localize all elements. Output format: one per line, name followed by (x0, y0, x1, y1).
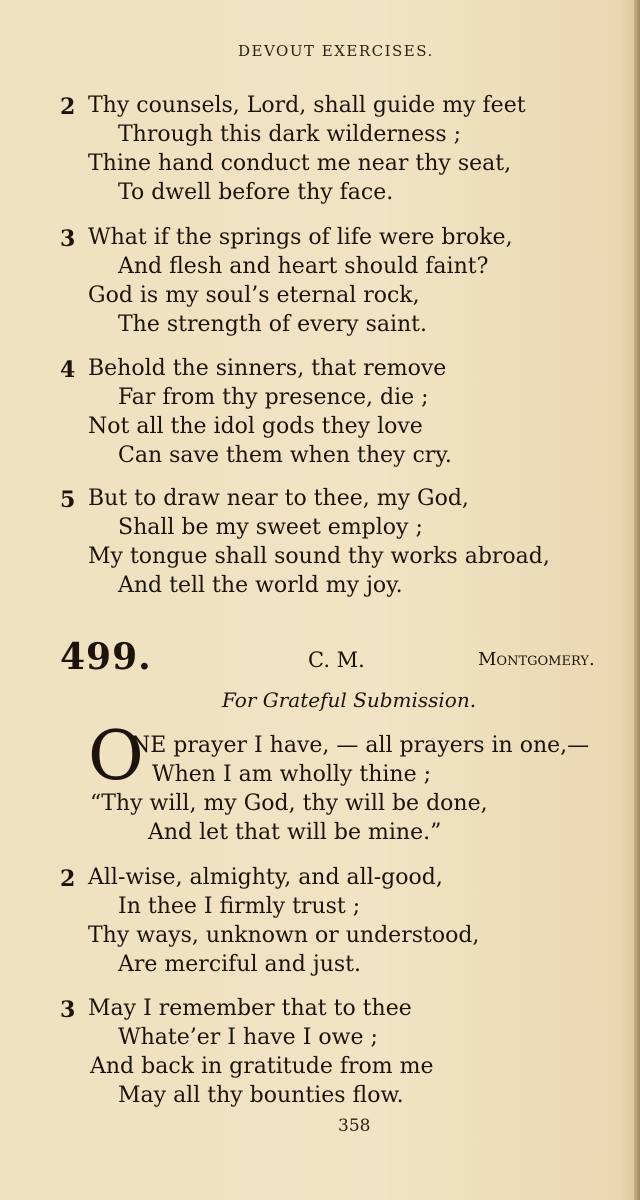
verse-line: And flesh and heart should faint? (118, 254, 489, 279)
verse-line: But to draw near to thee, my God, (88, 486, 469, 511)
drop-cap: O (88, 717, 144, 796)
stanza-number: 4 (60, 357, 76, 383)
verse-line: NE prayer I have, — all prayers in one,— (131, 733, 590, 758)
hymn-author: Montgomery. (478, 649, 595, 670)
stanza-number: 2 (60, 94, 76, 120)
page-number: 358 (338, 1116, 371, 1136)
verse-line: May all thy bounties flow. (118, 1083, 404, 1108)
stanza-number: 2 (60, 866, 76, 892)
page-edge (634, 0, 640, 1200)
verse-line: When I am wholly thine ; (152, 762, 431, 787)
stanza-number: 3 (60, 997, 76, 1023)
verse-line: To dwell before thy face. (118, 180, 394, 205)
verse-line: “Thy will, my God, thy will be done, (90, 791, 488, 816)
verse-line: May I remember that to thee (88, 996, 412, 1021)
verse-line: The strength of every saint. (118, 312, 428, 337)
verse-line: Whate’er I have I owe ; (118, 1025, 378, 1050)
hymn-number: 499. (60, 636, 152, 678)
verse-line: Thy ways, unknown or understood, (88, 923, 480, 948)
hymn-meter: C. M. (308, 648, 365, 672)
stanza-number: 5 (60, 487, 76, 513)
verse-line: Behold the sinners, that remove (88, 356, 447, 381)
verse-line: Thy counsels, Lord, shall guide my feet (88, 93, 526, 118)
verse-line: And tell the world my joy. (118, 573, 403, 598)
verse-line: And back in gratitude from me (90, 1054, 434, 1079)
verse-line: All-wise, almighty, and all-good, (88, 865, 443, 890)
verse-line: Are merciful and just. (118, 952, 361, 977)
verse-line: And let that will be mine.” (148, 820, 442, 845)
verse-line: Can save them when they cry. (118, 443, 452, 468)
verse-line: Thine hand conduct me near thy seat, (88, 151, 512, 176)
verse-line: What if the springs of life were broke, (88, 225, 513, 250)
running-head: DEVOUT EXERCISES. (238, 42, 434, 60)
verse-line: God is my soul’s eternal rock, (88, 283, 420, 308)
verse-line: Far from thy presence, die ; (118, 385, 429, 410)
verse-line: Not all the idol gods they love (88, 414, 423, 439)
verse-line: My tongue shall sound thy works abroad, (88, 544, 550, 569)
hymn-title: For Grateful Submission. (222, 688, 477, 712)
verse-line: Shall be my sweet employ ; (118, 515, 423, 540)
verse-line: In thee I firmly trust ; (118, 894, 361, 919)
stanza-number: 3 (60, 226, 76, 252)
verse-line: Through this dark wilderness ; (118, 122, 462, 147)
